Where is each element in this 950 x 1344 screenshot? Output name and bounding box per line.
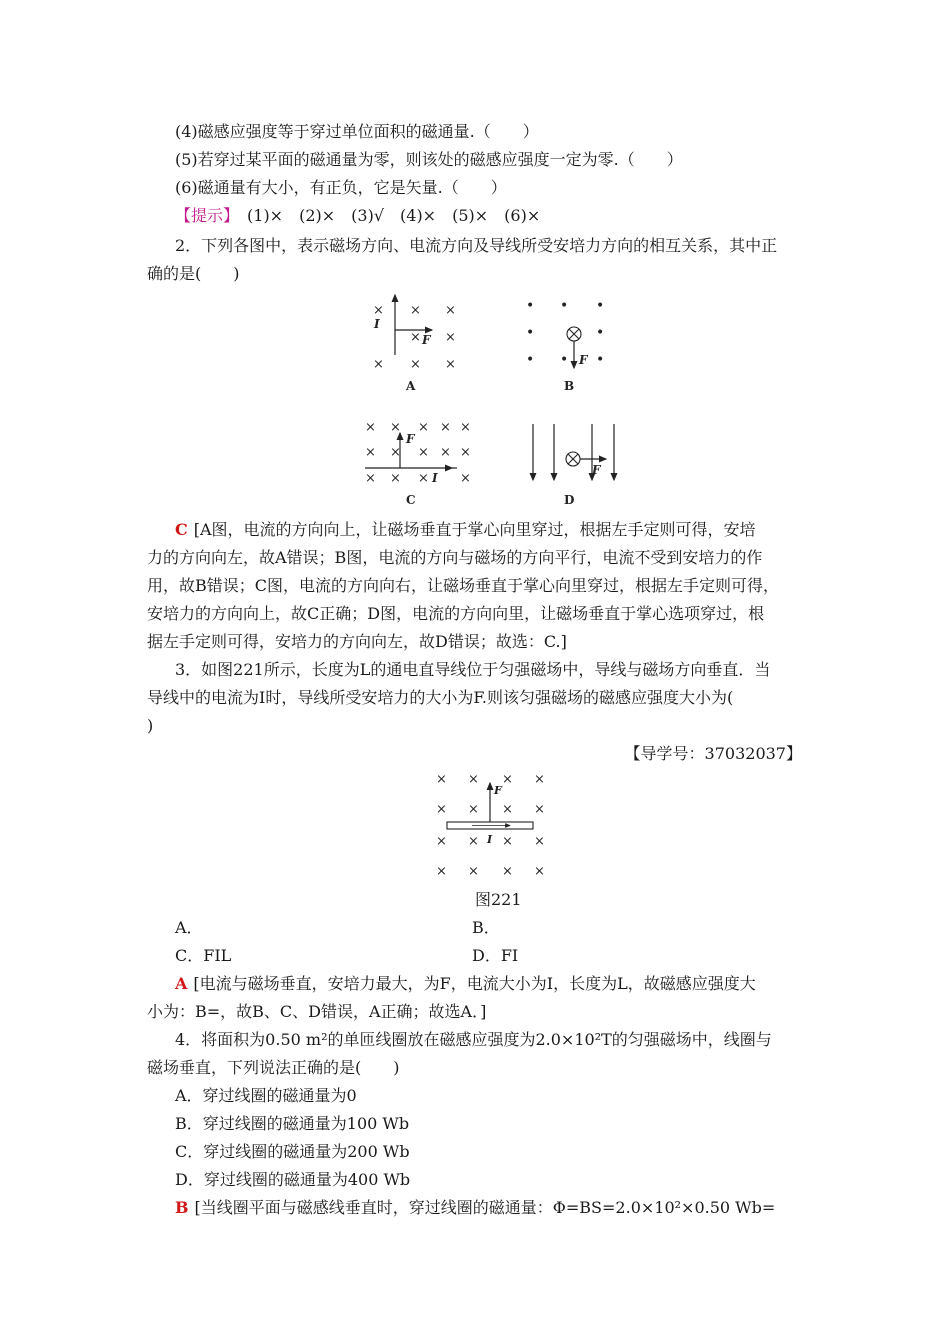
cross: × xyxy=(410,303,421,318)
cross: × xyxy=(534,864,545,879)
cross: × xyxy=(365,445,376,460)
dot: • xyxy=(526,325,535,341)
cross: × xyxy=(365,471,376,486)
judge-item-6: (6)磁通量有大小，有正负，它是矢量.（ ） xyxy=(175,178,507,197)
cross: × xyxy=(436,834,447,849)
current-into-page-icon xyxy=(567,327,581,341)
cross: × xyxy=(410,357,421,372)
q3-option-d: D．FI xyxy=(472,946,519,965)
figure-a xyxy=(373,295,456,393)
cross: × xyxy=(390,471,401,486)
q4-stem-line1: 4．将面积为0.50 m²的单匝线圈放在磁感应强度为2.0×10²T的匀强磁场中，线圈与 xyxy=(175,1030,772,1049)
dot: • xyxy=(560,352,569,368)
label-f: F xyxy=(592,463,601,477)
dot: • xyxy=(526,298,535,314)
q3-stem-line1: 3．如图221所示，长度为L的通电直导线位于匀强磁场中，导线与磁场方向垂直．当 xyxy=(175,660,771,679)
guide-number: 【导学号：37032037】 xyxy=(624,744,802,763)
judge-item-5: (5)若穿过某平面的磁通量为零，则该处的磁感应强度一定为零.（ ） xyxy=(175,150,683,169)
label-i: I xyxy=(374,317,380,331)
cross: × xyxy=(445,303,456,318)
figure-a-label: A xyxy=(406,379,416,393)
q3-option-b: B． xyxy=(472,918,500,937)
cross: × xyxy=(460,420,471,435)
q2-stem-line2: 确的是( ) xyxy=(147,264,240,283)
hint-answers: (1)× (2)× (3)√ (4)× (5)× (6)× xyxy=(231,206,541,225)
cross: × xyxy=(460,445,471,460)
cross: × xyxy=(373,357,384,372)
cross: × xyxy=(502,834,513,849)
dot: • xyxy=(526,352,535,368)
q4-option-c: C．穿过线圈的磁通量为200 Wb xyxy=(175,1142,410,1161)
cross: × xyxy=(418,445,429,460)
cross: × xyxy=(418,420,429,435)
cross: × xyxy=(418,471,429,486)
q2-explanation-line3: 用，故B错误；C图，电流的方向向右，让磁场垂直于掌心向里穿过，根据左手定则可得， xyxy=(147,576,780,595)
q4-option-d: D．穿过线圈的磁通量为400 Wb xyxy=(175,1170,411,1189)
dot: • xyxy=(596,325,605,341)
cross: × xyxy=(468,834,479,849)
q3-option-a: A． xyxy=(175,918,203,937)
figure-c xyxy=(365,420,471,507)
q3-explanation-line2: 小为：B=，故B、C、D错误，A正确；故选A．] xyxy=(147,1002,487,1021)
cross: × xyxy=(502,802,513,817)
cross: × xyxy=(365,420,376,435)
cross: × xyxy=(436,772,447,787)
hint-label: 【提示】 xyxy=(175,206,232,225)
cross: × xyxy=(460,471,471,486)
cross: × xyxy=(445,357,456,372)
q3-stem-line2: 导线中的电流为I时，导线所受安培力的大小为F.则该匀强磁场的磁感应强度大小为( xyxy=(147,688,734,707)
q2-answer: C xyxy=(175,520,188,539)
dot: • xyxy=(596,352,605,368)
q4-option-b: B．穿过线圈的磁通量为100 Wb xyxy=(175,1114,410,1133)
label-i: I xyxy=(487,833,493,846)
q2-explanation-line2: 力的方向向左，故A错误；B图，电流的方向与磁场的方向平行，电流不受到安培力的作 xyxy=(147,548,763,567)
cross: × xyxy=(436,864,447,879)
cross: × xyxy=(440,445,451,460)
dot: • xyxy=(560,298,569,314)
q2-explanation-line5: 据左手定则可得，安培力的方向向左，故D错误；故选：C.] xyxy=(147,632,567,651)
cross: × xyxy=(373,303,384,318)
label-i: I xyxy=(432,471,438,485)
label-f: F xyxy=(494,784,502,797)
q3-explanation-line1 xyxy=(175,974,756,994)
figure-caption: 图221 xyxy=(475,890,522,909)
cross: × xyxy=(390,445,401,460)
figure-c-label: C xyxy=(406,493,416,507)
figure-b-label: B xyxy=(564,379,575,393)
q3-option-c: C．FIL xyxy=(175,946,232,965)
q3-answer: A xyxy=(175,974,188,993)
q2-stem-line1: 2．下列各图中，表示磁场方向、电流方向及导线所受安培力方向的相互关系，其中正 xyxy=(175,236,778,255)
cross: × xyxy=(445,330,456,345)
q2-exp-text-1: [A图，电流的方向向上，让磁场垂直于掌心向里穿过，根据左手定则可得，安培 xyxy=(193,520,756,539)
figure-b xyxy=(526,298,604,393)
q4-option-a: A．穿过线圈的磁通量为0 xyxy=(175,1086,357,1105)
figure-221 xyxy=(430,766,550,882)
cross: × xyxy=(440,420,451,435)
cross: × xyxy=(534,802,545,817)
q2-figures xyxy=(340,290,640,520)
cross: × xyxy=(436,802,447,817)
q4-exp-text-1: [当线圈平面与磁感线垂直时，穿过线圈的磁通量：Φ=BS=2.0×10²×0.50 Wb= xyxy=(194,1198,776,1217)
judge-item-4: (4)磁感应强度等于穿过单位面积的磁通量.（ ） xyxy=(175,122,539,141)
cross: × xyxy=(468,802,479,817)
dot: • xyxy=(596,298,605,314)
figure-d-label: D xyxy=(564,493,575,507)
figure-d xyxy=(533,424,614,507)
cross: × xyxy=(468,864,479,879)
hint-line xyxy=(175,206,540,226)
cross: × xyxy=(410,330,421,345)
q3-stem-line3: ) xyxy=(147,716,154,735)
label-f: F xyxy=(406,432,415,446)
cross: × xyxy=(390,420,401,435)
q2-explanation-line4: 安培力的方向向上，故C正确；D图，电流的方向向里，让磁场垂直于掌心选项穿过，根 xyxy=(147,604,765,623)
cross: × xyxy=(534,834,545,849)
q4-answer: B xyxy=(175,1198,189,1217)
cross: × xyxy=(468,772,479,787)
q4-explanation-line1 xyxy=(175,1198,775,1218)
cross: × xyxy=(502,772,513,787)
q4-stem-line2: 磁场垂直，下列说法正确的是( ) xyxy=(147,1058,400,1077)
cross: × xyxy=(534,772,545,787)
cross: × xyxy=(502,864,513,879)
label-f: F xyxy=(579,353,588,367)
q3-exp-text-1: [电流与磁场垂直，安培力最大，为F，电流大小为I，长度为L，故磁感应强度大 xyxy=(193,974,756,993)
label-f: F xyxy=(422,333,431,347)
current-into-page-icon xyxy=(566,452,580,466)
q2-explanation-line1 xyxy=(175,520,756,540)
